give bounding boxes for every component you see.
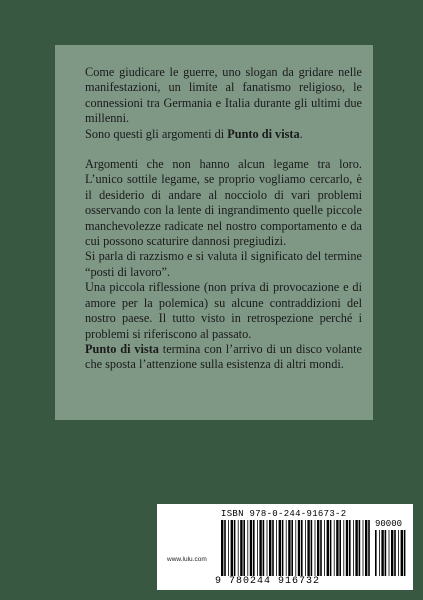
barcode-bar <box>398 530 399 576</box>
barcode-bar <box>259 520 261 576</box>
barcode-bar <box>379 530 380 576</box>
book-title-emphasis: Punto di vista <box>85 341 159 356</box>
barcode-bar <box>339 520 341 576</box>
barcode-bar <box>257 520 258 576</box>
barcode-bar <box>221 520 223 576</box>
barcode-bar <box>336 520 338 576</box>
barcode-bar <box>250 520 252 576</box>
barcode-bar <box>327 520 329 576</box>
blurb-panel <box>55 45 373 420</box>
barcode-bar <box>224 520 226 576</box>
isbn-label: ISBN 978-0-244-91673-2 <box>221 509 347 519</box>
barcode-bar <box>381 530 383 576</box>
paragraph-text: Argomenti che non hanno alcun legame tra loro. L’unico sottile legame, se proprio vogliamo cercarlo, è il desiderio di andare al nocciolo di vari problemi osservando con la lente di ingrandimento quelle piccole manchevolezze radicate nel nostro comportamento e da cui possono scaturire dannosi pregiudizi. <box>85 157 362 249</box>
barcode-bar <box>363 520 364 576</box>
barcode-bar <box>385 530 387 576</box>
barcode-bar <box>346 520 348 576</box>
barcode-bar <box>247 520 248 576</box>
barcode-bar <box>269 520 271 576</box>
barcode-bar <box>394 530 396 576</box>
barcode-bar <box>375 530 377 576</box>
barcode-bar <box>355 520 357 576</box>
barcode-bar <box>276 520 277 576</box>
publisher-url: www.lulu.com <box>167 556 207 563</box>
barcode-bar <box>307 520 309 576</box>
blurb-paragraph <box>85 342 362 373</box>
barcode-bar <box>353 520 354 576</box>
barcode-label <box>157 504 413 590</box>
barcode-bar <box>330 520 332 576</box>
barcode-bar <box>228 520 229 576</box>
barcode-bar <box>234 520 236 576</box>
paragraph-gap <box>85 142 362 157</box>
blurb-paragraph <box>85 65 362 127</box>
barcode-bar <box>263 520 265 576</box>
barcode-bar <box>389 530 390 576</box>
barcode-bar <box>391 530 393 576</box>
barcode-bar <box>279 520 281 576</box>
addon-barcode <box>375 530 407 576</box>
barcode-bar <box>315 520 316 576</box>
barcode-bar <box>288 520 290 576</box>
blurb-paragraph <box>85 157 362 249</box>
barcode-bar <box>272 520 274 576</box>
paragraph-text: Una piccola riflessione (non priva di provocazione e di amore per la polemica) su alcune contraddizioni del nostro paese. Il tutto visto in retrospezione perché i problemi si riferiscono al passato. <box>85 280 362 341</box>
barcode-bar <box>320 520 322 576</box>
barcode-bar <box>349 520 351 576</box>
paragraph-text: . <box>299 126 303 141</box>
blurb-paragraph <box>85 280 362 342</box>
barcode-bar <box>334 520 335 576</box>
paragraph-text: Come giudicare le guerre, uno slogan da gridare nelle manifestazioni, un limite al fanatismo religioso, le connessioni tra Germania e Italia durante gli ultimi due millenni. <box>85 65 362 126</box>
ean-digits: 9 780244 916732 <box>215 576 321 587</box>
paragraph-text: termina con l’arrivo di un disco volante che sposta l’attenzione sulla esistenza di altri mondi. <box>85 341 362 372</box>
paragraph-text: Sono questi gli argomenti di <box>85 126 228 141</box>
barcode-bar <box>282 520 284 576</box>
barcode-bar <box>324 520 325 576</box>
barcode-bar <box>286 520 287 576</box>
barcode-bar <box>231 520 233 576</box>
barcode-bar <box>240 520 242 576</box>
barcode-bar <box>238 520 239 576</box>
barcode-bar <box>311 520 313 576</box>
barcode-bar <box>267 520 268 576</box>
barcode-bar <box>368 520 370 576</box>
barcode-bar <box>365 520 367 576</box>
price-code: 90000 <box>375 519 403 529</box>
book-title-emphasis: Punto di vista <box>227 126 300 141</box>
barcode-bar <box>343 520 344 576</box>
paragraph-text: Si parla di razzismo e si valuta il significato del termine “posti di lavoro”. <box>85 249 362 279</box>
barcode-bar <box>298 520 300 576</box>
barcode-bar <box>305 520 306 576</box>
barcode-bar <box>301 520 303 576</box>
ean-barcode <box>221 520 371 576</box>
barcode-bar <box>291 520 293 576</box>
barcode-bar <box>404 530 406 576</box>
barcode-bar <box>243 520 245 576</box>
blurb-paragraph <box>85 249 362 280</box>
barcode-bar <box>253 520 255 576</box>
barcode-bar <box>401 530 403 576</box>
blurb-paragraph <box>85 127 362 142</box>
barcode-bar <box>317 520 319 576</box>
barcode-bar <box>359 520 361 576</box>
barcode-bar <box>295 520 296 576</box>
